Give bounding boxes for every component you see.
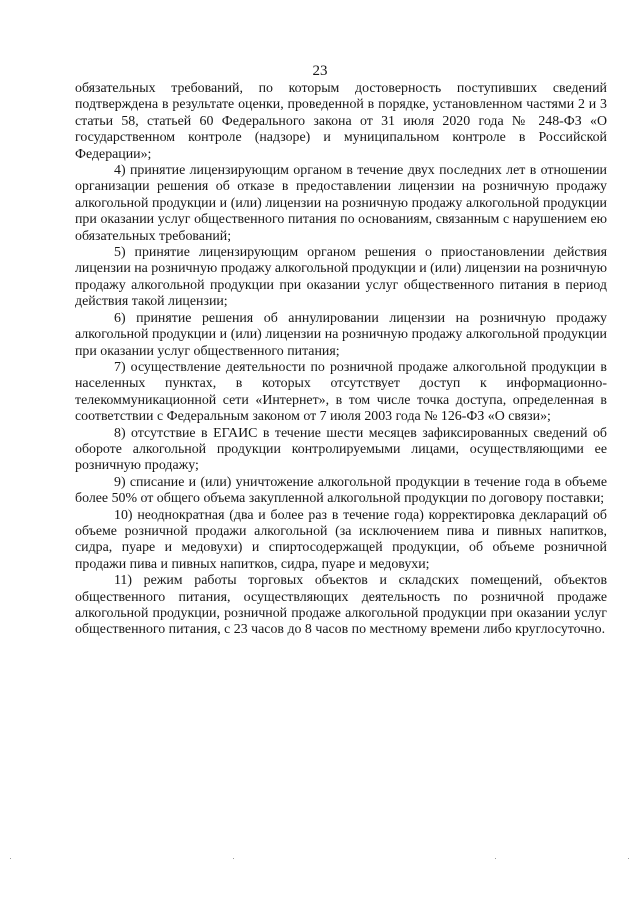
- list-item-10: 10) неоднократная (два и более раз в течение года) корректировка деклараций об объеме розничной продажи алкогольной (за исключением пива и пивных напитков, сидра, пуаре и медовухи) и спиртосодержащей продукции, об объеме розничной продажи пива и пивных напитков, сидра, пуаре и медовухи;: [75, 507, 607, 572]
- scan-artifact-dot: [10, 858, 11, 859]
- list-item-9: 9) списание и (или) уничтожение алкогольной продукции в течение года в объеме более 50% от общего объема закупленной алкогольной продукции по договору поставки;: [75, 474, 607, 507]
- body-text: [75, 81, 607, 639]
- list-item-6: 6) принятие решения об аннулировании лицензии на розничную продажу алкогольной продукции и (или) лицензии на розничную продажу алкогольной продукции при оказании услуг общественного питания;: [75, 310, 607, 359]
- scan-artifact-dot: [233, 858, 234, 859]
- list-item-7: 7) осуществление деятельности по розничной продаже алкогольной продукции в населенных пунктах, в которых отсутствует доступ к информационно-телекоммуникационной сети «Интернет», в том числе точка доступа, определенная в соответствии с Федеральным законом от 7 июля 2003 года № 126-ФЗ «О связи»;: [75, 359, 607, 425]
- list-item-11: 11) режим работы торговых объектов и складских помещений, объектов общественного питания, осуществляющих деятельность по розничной продаже алкогольной продукции, розничной продаже алкогольной продукции при оказании услуг общественного питания, с 23 часов до 8 часов по местному времени либо круглосуточно.: [75, 573, 607, 638]
- page-number: 23: [312, 63, 328, 79]
- paragraph-continuation: обязательных требований, по которым достоверность поступивших сведений подтверждена в результате оценки, проведенной в порядке, установленном частями 2 и 3 статьи 58, статьей 60 Федерального закона от 31 июля 2020 года № 248-ФЗ «О государственном контроле (надзоре) и муниципальном контроле в Российской Федерации»;: [75, 81, 607, 162]
- scan-artifact-dot: [495, 858, 496, 859]
- list-item-8: 8) отсутствие в ЕГАИС в течение шести месяцев зафиксированных сведений об обороте алкогольной продукции контролируемыми лицами, осуществляющими ее розничную продажу;: [75, 425, 607, 474]
- scan-artifact-dot: [628, 858, 629, 859]
- list-item-4: 4) принятие лицензирующим органом в течение двух последних лет в отношении организации решения об отказе в предоставлении лицензии на розничную продажу алкогольной продукции и (или) лицензии на розничную продажу алкогольной продукции при оказании услуг общественного питания по основаниям, связанным с нарушением ею обязательных требований;: [75, 163, 607, 244]
- list-item-5: 5) принятие лицензирующим органом решения о приостановлении действия лицензии на розничную продажу алкогольной продукции и (или) лицензии на розничную продажу алкогольной продукции при оказании услуг общественного питания в период действия такой лицензии;: [75, 245, 607, 310]
